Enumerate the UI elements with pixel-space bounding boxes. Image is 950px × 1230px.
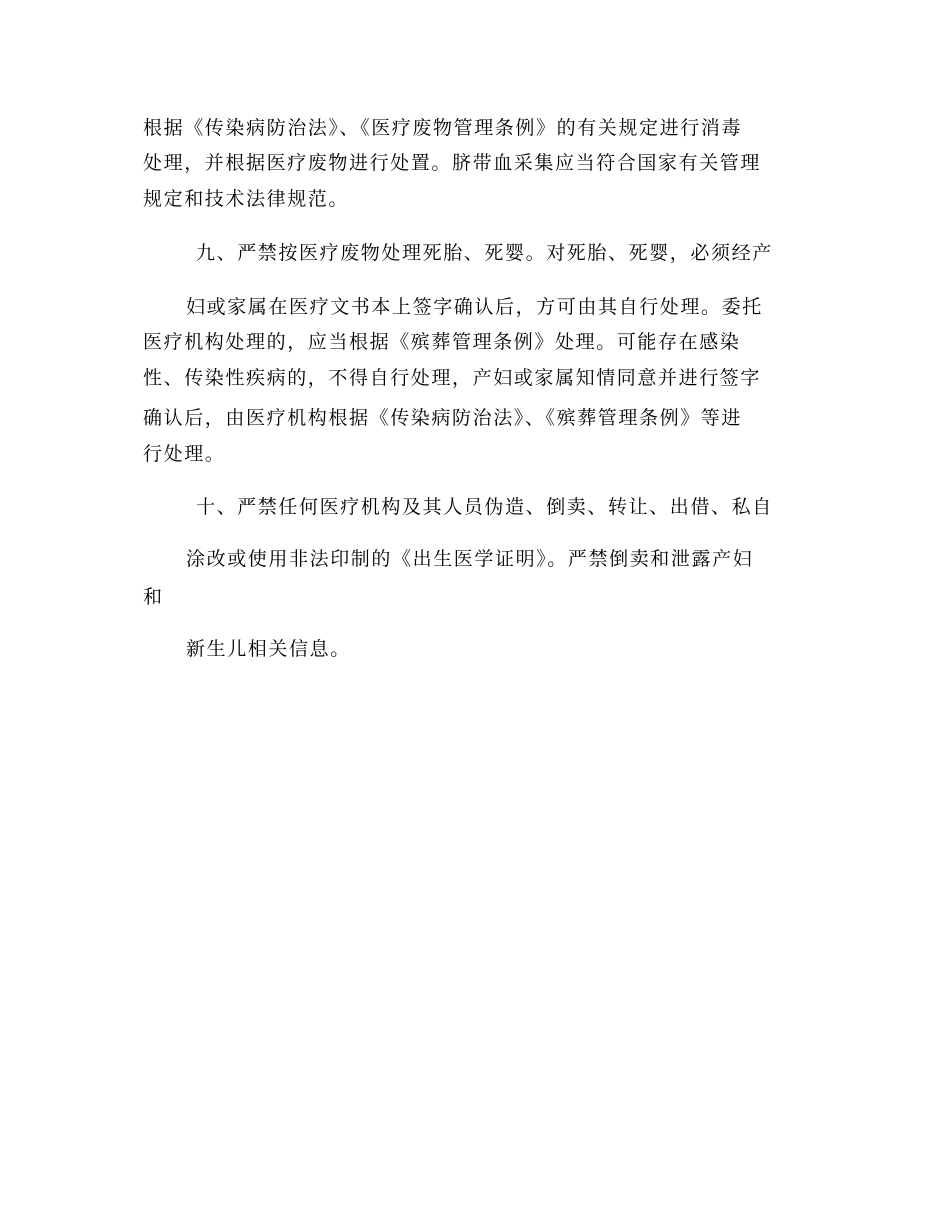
text-line-1: 根据《传染病防治法》、《医疗废物管理条例》的有关规定进行消毒 <box>143 117 743 139</box>
text-line-3: 规定和技术法律规范。 <box>143 188 350 210</box>
text-line-10: 十、严禁任何医疗机构及其人员伪造、倒卖、转让、出借、私自 <box>196 496 773 518</box>
text-line-12: 和 <box>143 586 164 608</box>
text-line-2: 处理，并根据医疗废物进行处置。脐带血采集应当符合国家有关管理 <box>143 152 762 174</box>
text-line-9: 行处理。 <box>143 443 226 465</box>
text-line-11: 涂改或使用非法印制的《出生医学证明》。严禁倒卖和泄露产妇 <box>186 548 754 570</box>
text-line-7: 性、传染性疾病的，不得自行处理，产妇或家属知情同意并进行签字 <box>143 367 762 389</box>
text-line-4: 九、严禁按医疗废物处理死胎、死婴。对死胎、死婴，必须经产 <box>196 242 773 264</box>
text-line-6: 医疗机构处理的，应当根据《殡葬管理条例》处理。可能存在感染 <box>143 331 741 353</box>
text-line-8: 确认后，由医疗机构根据《传染病防治法》、《殡葬管理条例》等进 <box>143 407 743 429</box>
text-line-5: 妇或家属在医疗文书本上签字确认后，方可由其自行处理。委托 <box>186 296 763 318</box>
text-line-13: 新生儿相关信息。 <box>186 638 351 660</box>
